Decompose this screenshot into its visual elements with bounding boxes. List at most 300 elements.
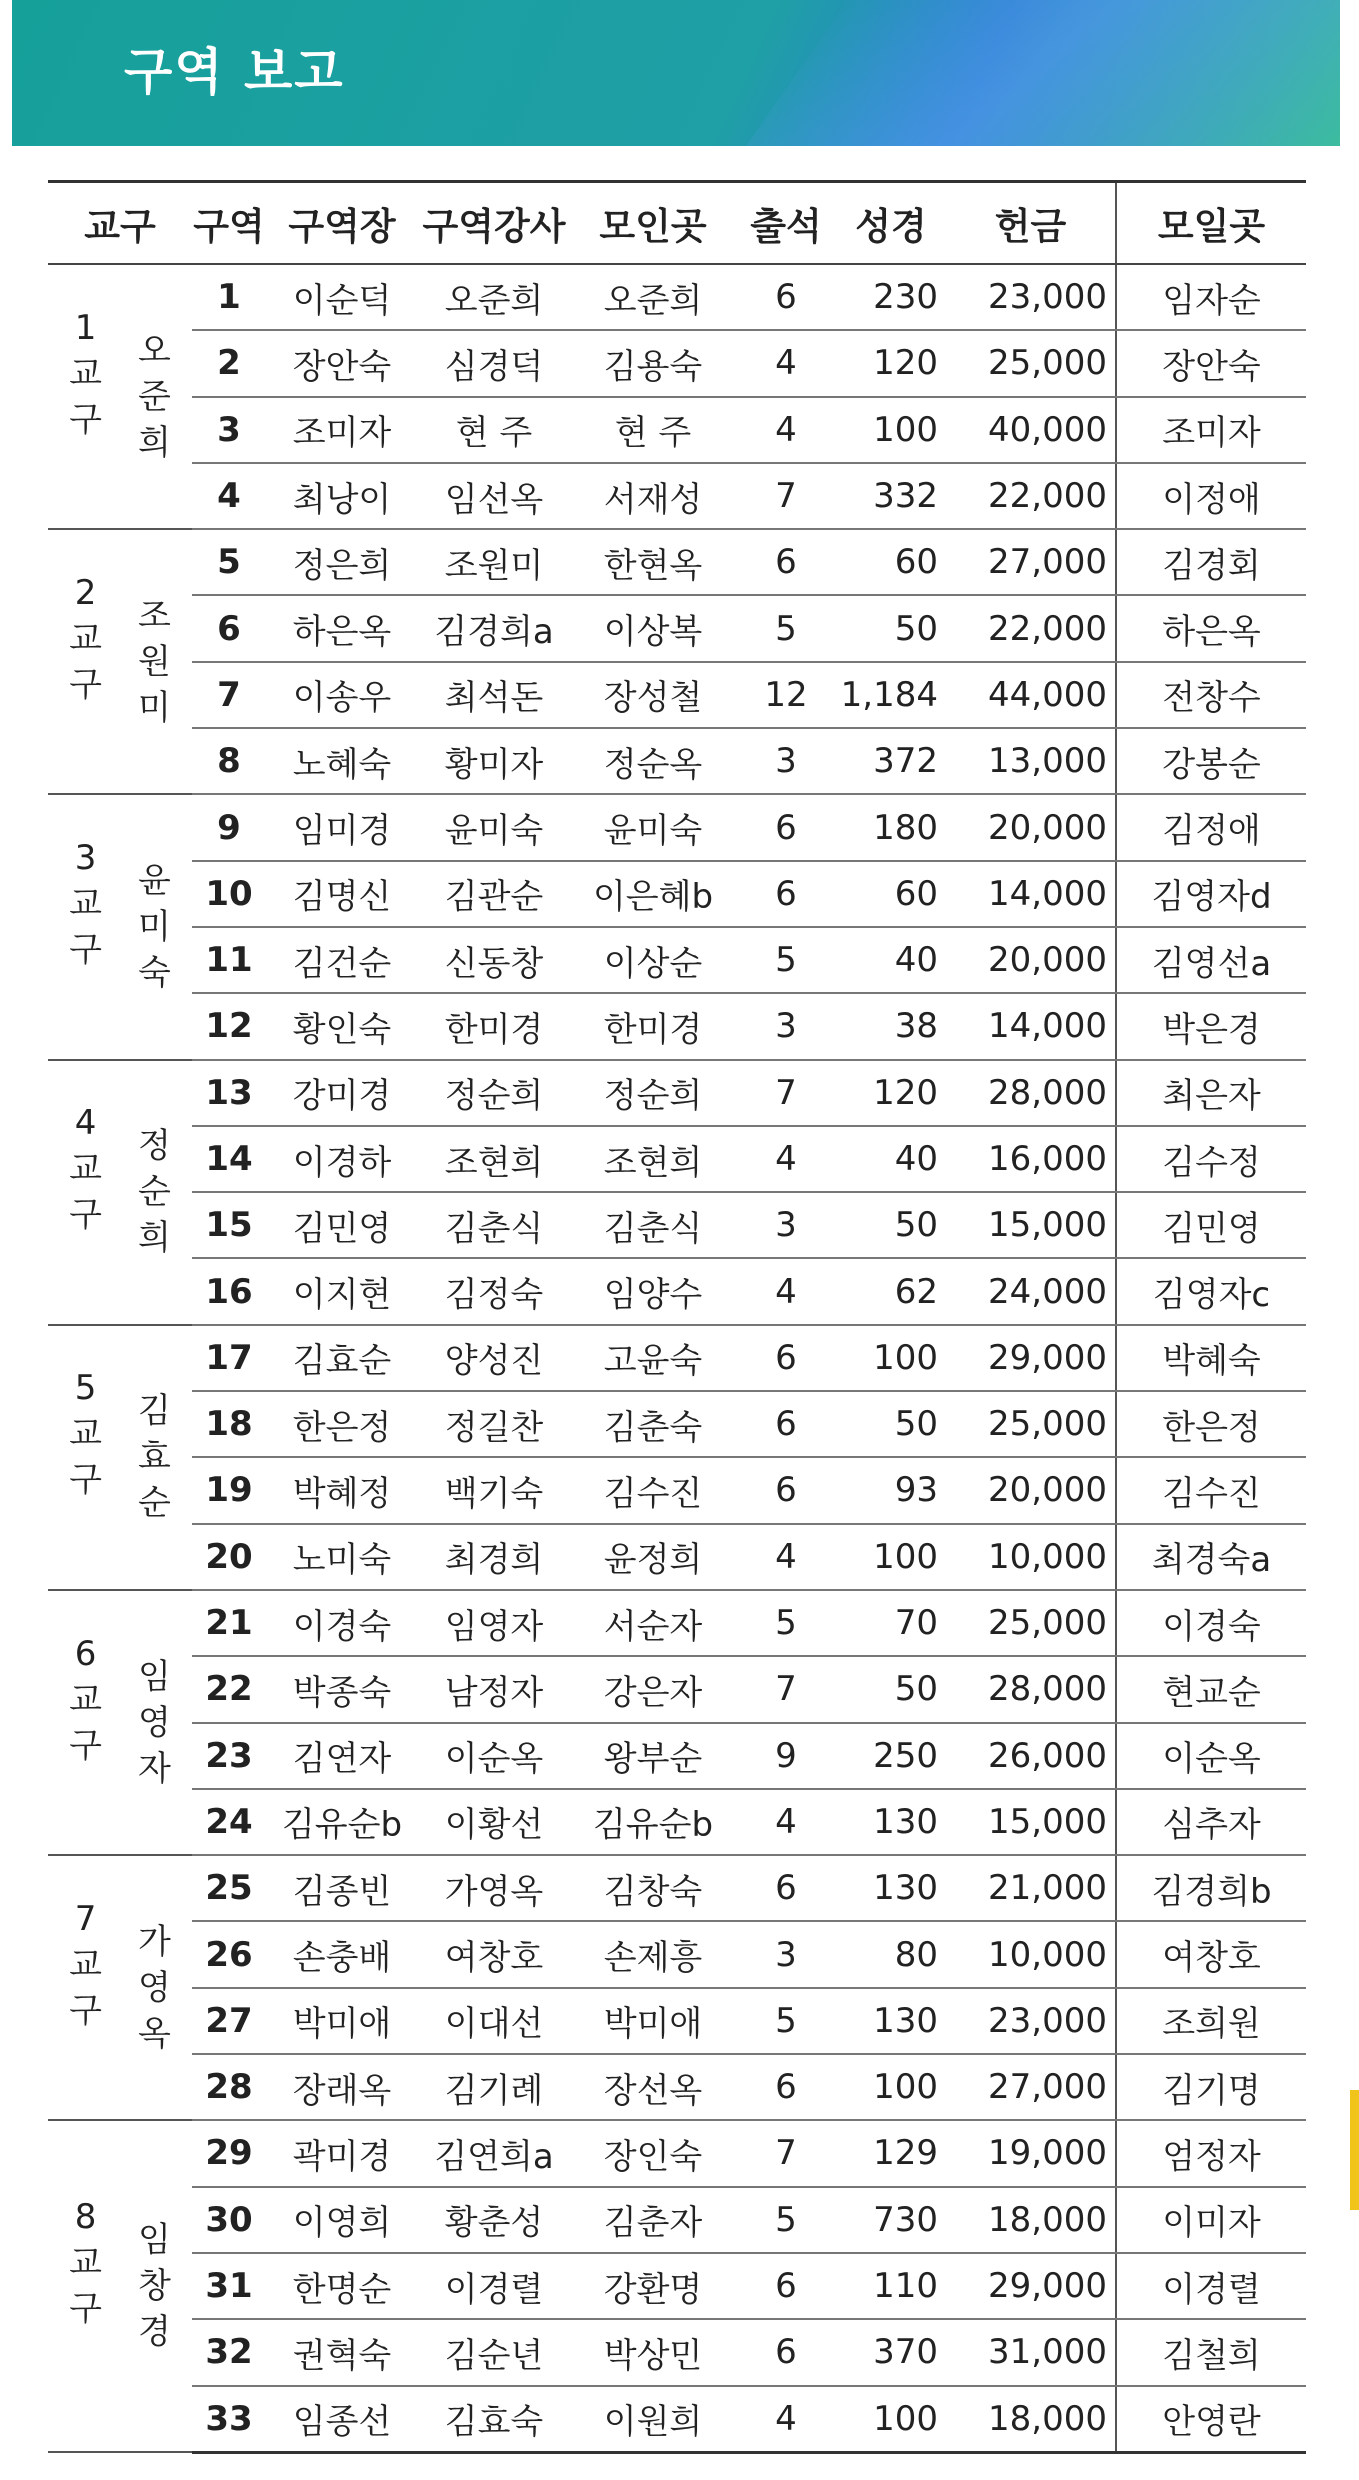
- table-row: [48, 529, 1306, 595]
- parish-suffix-char: 교: [69, 1149, 102, 1190]
- header-parish: 교구: [48, 182, 192, 265]
- table-row: [48, 1060, 1306, 1126]
- parish-leader-char: 자: [138, 1748, 171, 1789]
- parish-cell: [48, 264, 192, 529]
- parish-suffix-char: 구: [69, 1460, 102, 1501]
- attendance: 6: [736, 2319, 836, 2385]
- parish-suffix-char: 구: [69, 1725, 102, 1766]
- table-row: [48, 1126, 1306, 1192]
- district-leader: 임종선: [266, 2386, 418, 2453]
- offering: 24,000: [946, 1258, 1116, 1324]
- next-place: 김정애: [1116, 794, 1306, 860]
- attendance: 3: [736, 728, 836, 794]
- meeting-place: 정순옥: [570, 728, 736, 794]
- report-table: [48, 180, 1306, 2454]
- district-number: 25: [192, 1855, 266, 1921]
- table-row: [48, 1258, 1306, 1324]
- offering: 19,000: [946, 2120, 1116, 2186]
- next-place: 김철희: [1116, 2319, 1306, 2385]
- bible-count: 100: [836, 2054, 946, 2120]
- bible-count: 372: [836, 728, 946, 794]
- meeting-place: 손제흥: [570, 1921, 736, 1987]
- bible-count: 120: [836, 1060, 946, 1126]
- district-leader: 곽미경: [266, 2120, 418, 2186]
- district-leader: 노혜숙: [266, 728, 418, 794]
- meeting-place: 박상민: [570, 2319, 736, 2385]
- district-leader: 한은정: [266, 1391, 418, 1457]
- bible-count: 62: [836, 1258, 946, 1324]
- table-row: [48, 1921, 1306, 1987]
- attendance: 5: [736, 927, 836, 993]
- district-leader: 김건순: [266, 927, 418, 993]
- bible-count: 38: [836, 993, 946, 1059]
- bible-count: 120: [836, 330, 946, 396]
- parish-leader-char: 경: [138, 2312, 171, 2353]
- next-place: 박혜숙: [1116, 1325, 1306, 1391]
- meeting-place: 이상복: [570, 595, 736, 661]
- district-number: 17: [192, 1325, 266, 1391]
- table-row: [48, 2319, 1306, 2385]
- bible-count: 60: [836, 529, 946, 595]
- offering: 14,000: [946, 993, 1116, 1059]
- offering: 40,000: [946, 397, 1116, 463]
- meeting-place: 이은혜b: [570, 861, 736, 927]
- parish-suffix-char: 구: [69, 664, 102, 705]
- parish-leader-char: 임: [138, 2220, 171, 2261]
- next-place: 김영자d: [1116, 861, 1306, 927]
- next-place: 김영자c: [1116, 1258, 1306, 1324]
- parish-number: 2: [74, 572, 97, 613]
- bible-count: 100: [836, 397, 946, 463]
- attendance: 6: [736, 861, 836, 927]
- bible-count: 50: [836, 1192, 946, 1258]
- parish-leader-char: 옥: [138, 2013, 171, 2054]
- district-teacher: 가영옥: [418, 1855, 570, 1921]
- district-teacher: 신동창: [418, 927, 570, 993]
- district-teacher: 임선옥: [418, 463, 570, 529]
- parish-suffix-char: 교: [69, 353, 102, 394]
- next-place: 김경희b: [1116, 1855, 1306, 1921]
- district-number: 26: [192, 1921, 266, 1987]
- table-body: [48, 264, 1306, 2452]
- table-row: [48, 1192, 1306, 1258]
- parish-leader-char: 영: [138, 1967, 171, 2008]
- meeting-place: 이상순: [570, 927, 736, 993]
- parish-number: 6: [74, 1633, 97, 1674]
- header-district-teacher: 구역강사: [418, 182, 570, 265]
- table-row: [48, 728, 1306, 794]
- parish-suffix-char: 구: [69, 929, 102, 970]
- parish-leader-char: 준: [138, 376, 171, 417]
- attendance: 5: [736, 1988, 836, 2054]
- bible-count: 100: [836, 1325, 946, 1391]
- table-row: [48, 463, 1306, 529]
- parish-leader-char: 효: [138, 1437, 171, 1478]
- bible-count: 40: [836, 1126, 946, 1192]
- parish-leader-char: 순: [138, 1172, 171, 1213]
- district-teacher: 심경덕: [418, 330, 570, 396]
- district-leader: 이송우: [266, 662, 418, 728]
- next-place: 김기명: [1116, 2054, 1306, 2120]
- offering: 29,000: [946, 2253, 1116, 2319]
- bible-count: 70: [836, 1590, 946, 1656]
- attendance: 6: [736, 1391, 836, 1457]
- offering: 25,000: [946, 1590, 1116, 1656]
- parish-label: [69, 570, 102, 708]
- district-leader: 조미자: [266, 397, 418, 463]
- parish-leader-char: 김: [138, 1391, 171, 1432]
- district-number: 32: [192, 2319, 266, 2385]
- attendance: 4: [736, 1126, 836, 1192]
- next-place: 임자순: [1116, 264, 1306, 330]
- attendance: 4: [736, 397, 836, 463]
- meeting-place: 김춘식: [570, 1192, 736, 1258]
- meeting-place: 장선옥: [570, 2054, 736, 2120]
- offering: 29,000: [946, 1325, 1116, 1391]
- district-teacher: 이황선: [418, 1789, 570, 1855]
- district-leader: 김민영: [266, 1192, 418, 1258]
- table-row: [48, 1524, 1306, 1590]
- district-teacher: 정순희: [418, 1060, 570, 1126]
- district-number: 4: [192, 463, 266, 529]
- district-teacher: 김연희a: [418, 2120, 570, 2186]
- district-number: 16: [192, 1258, 266, 1324]
- next-place: 한은정: [1116, 1391, 1306, 1457]
- district-teacher: 김순년: [418, 2319, 570, 2385]
- district-leader: 최낭이: [266, 463, 418, 529]
- meeting-place: 한현옥: [570, 529, 736, 595]
- meeting-place: 김용숙: [570, 330, 736, 396]
- parish-leader-char: 오: [138, 330, 171, 371]
- district-leader: 이경하: [266, 1126, 418, 1192]
- district-leader: 손충배: [266, 1921, 418, 1987]
- table-row: [48, 861, 1306, 927]
- meeting-place: 김수진: [570, 1457, 736, 1523]
- header-attendance: 출석: [736, 182, 836, 265]
- district-teacher: 윤미숙: [418, 794, 570, 860]
- offering: 20,000: [946, 1457, 1116, 1523]
- parish-suffix-char: 구: [69, 1195, 102, 1236]
- meeting-place: 이원희: [570, 2386, 736, 2453]
- district-teacher: 임영자: [418, 1590, 570, 1656]
- parish-label: [69, 1631, 102, 1769]
- attendance: 3: [736, 1192, 836, 1258]
- district-teacher: 김춘식: [418, 1192, 570, 1258]
- district-teacher: 조원미: [418, 529, 570, 595]
- district-teacher: 김정숙: [418, 1258, 570, 1324]
- district-leader: 하은옥: [266, 595, 418, 661]
- next-place: 이경숙: [1116, 1590, 1306, 1656]
- district-teacher: 양성진: [418, 1325, 570, 1391]
- parish-label: [69, 835, 102, 973]
- bible-count: 50: [836, 1391, 946, 1457]
- parish-leader: [138, 328, 171, 466]
- parish-number: 8: [74, 2197, 97, 2238]
- parish-leader-char: 미: [138, 906, 171, 947]
- district-leader: 이순덕: [266, 264, 418, 330]
- parish-leader: [138, 1654, 171, 1792]
- parish-number: 4: [74, 1103, 97, 1144]
- district-leader: 황인숙: [266, 993, 418, 1059]
- table-row: [48, 662, 1306, 728]
- district-number: 20: [192, 1524, 266, 1590]
- district-teacher: 이순옥: [418, 1723, 570, 1789]
- district-teacher: 조현희: [418, 1126, 570, 1192]
- meeting-place: 김창숙: [570, 1855, 736, 1921]
- next-place: 김영선a: [1116, 927, 1306, 993]
- parish-suffix-char: 교: [69, 618, 102, 659]
- parish-suffix-char: 교: [69, 2243, 102, 2284]
- district-teacher: 최석돈: [418, 662, 570, 728]
- bible-count: 180: [836, 794, 946, 860]
- offering: 28,000: [946, 1656, 1116, 1722]
- next-place: 조미자: [1116, 397, 1306, 463]
- attendance: 7: [736, 1060, 836, 1126]
- district-leader: 김명신: [266, 861, 418, 927]
- next-place: 이미자: [1116, 2187, 1306, 2253]
- next-place: 박은경: [1116, 993, 1306, 1059]
- table-row: [48, 595, 1306, 661]
- district-number: 6: [192, 595, 266, 661]
- next-place: 이정애: [1116, 463, 1306, 529]
- offering: 44,000: [946, 662, 1116, 728]
- meeting-place: 왕부순: [570, 1723, 736, 1789]
- district-number: 11: [192, 927, 266, 993]
- district-number: 1: [192, 264, 266, 330]
- attendance: 6: [736, 1457, 836, 1523]
- banner-decoration: [722, 0, 1340, 146]
- parish-suffix-char: 교: [69, 1414, 102, 1455]
- bible-count: 100: [836, 2386, 946, 2453]
- district-teacher: 황미자: [418, 728, 570, 794]
- meeting-place: 한미경: [570, 993, 736, 1059]
- offering: 10,000: [946, 1524, 1116, 1590]
- table-row: [48, 264, 1306, 330]
- table-row: [48, 794, 1306, 860]
- meeting-place: 강은자: [570, 1656, 736, 1722]
- parish-leader: [138, 2217, 171, 2355]
- district-leader: 정은희: [266, 529, 418, 595]
- parish-cell: [48, 794, 192, 1059]
- parish-label: [69, 305, 102, 443]
- table-row: [48, 397, 1306, 463]
- next-place: 김수진: [1116, 1457, 1306, 1523]
- report-table-container: [48, 180, 1306, 2454]
- offering: 25,000: [946, 1391, 1116, 1457]
- attendance: 6: [736, 1855, 836, 1921]
- parish-leader-char: 순: [138, 1483, 171, 1524]
- district-number: 5: [192, 529, 266, 595]
- header-offering: 헌금: [946, 182, 1116, 265]
- parish-suffix-char: 구: [69, 399, 102, 440]
- offering: 25,000: [946, 330, 1116, 396]
- district-leader: 김효순: [266, 1325, 418, 1391]
- parish-leader-char: 윤: [138, 860, 171, 901]
- table-row: [48, 1457, 1306, 1523]
- attendance: 5: [736, 2187, 836, 2253]
- district-teacher: 한미경: [418, 993, 570, 1059]
- meeting-place: 윤미숙: [570, 794, 736, 860]
- district-leader: 이지현: [266, 1258, 418, 1324]
- bible-count: 130: [836, 1988, 946, 2054]
- district-number: 21: [192, 1590, 266, 1656]
- offering: 28,000: [946, 1060, 1116, 1126]
- parish-leader-char: 임: [138, 1656, 171, 1697]
- district-number: 10: [192, 861, 266, 927]
- district-teacher: 김기례: [418, 2054, 570, 2120]
- district-teacher: 백기숙: [418, 1457, 570, 1523]
- parish-label: [69, 1100, 102, 1238]
- attendance: 4: [736, 2386, 836, 2453]
- parish-leader-char: 영: [138, 1702, 171, 1743]
- header-next-place: 모일곳: [1116, 182, 1306, 265]
- district-leader: 노미숙: [266, 1524, 418, 1590]
- district-number: 27: [192, 1988, 266, 2054]
- offering: 14,000: [946, 861, 1116, 927]
- offering: 13,000: [946, 728, 1116, 794]
- bible-count: 110: [836, 2253, 946, 2319]
- parish-label: [69, 1896, 102, 2034]
- meeting-place: 오준희: [570, 264, 736, 330]
- offering: 15,000: [946, 1789, 1116, 1855]
- parish-leader: [138, 1388, 171, 1526]
- header-district: 구역: [192, 182, 266, 265]
- offering: 20,000: [946, 794, 1116, 860]
- offering: 22,000: [946, 595, 1116, 661]
- parish-label: [69, 1365, 102, 1503]
- meeting-place: 현 주: [570, 397, 736, 463]
- bible-count: 100: [836, 1524, 946, 1590]
- district-leader: 김유순b: [266, 1789, 418, 1855]
- table-row: [48, 2253, 1306, 2319]
- meeting-place: 장성철: [570, 662, 736, 728]
- parish-suffix-char: 교: [69, 883, 102, 924]
- district-number: 19: [192, 1457, 266, 1523]
- attendance: 7: [736, 1656, 836, 1722]
- next-place: 김수정: [1116, 1126, 1306, 1192]
- district-number: 30: [192, 2187, 266, 2253]
- table-row: [48, 1391, 1306, 1457]
- table-row: [48, 1656, 1306, 1722]
- parish-leader-char: 정: [138, 1126, 171, 1167]
- district-number: 9: [192, 794, 266, 860]
- district-leader: 권혁숙: [266, 2319, 418, 2385]
- next-place: 엄정자: [1116, 2120, 1306, 2186]
- header-meeting-place: 모인곳: [570, 182, 736, 265]
- district-number: 8: [192, 728, 266, 794]
- next-place: 최은자: [1116, 1060, 1306, 1126]
- district-leader: 강미경: [266, 1060, 418, 1126]
- header-banner: [12, 0, 1340, 146]
- bible-count: 730: [836, 2187, 946, 2253]
- district-teacher: 황춘성: [418, 2187, 570, 2253]
- bible-count: 230: [836, 264, 946, 330]
- offering: 18,000: [946, 2187, 1116, 2253]
- meeting-place: 서순자: [570, 1590, 736, 1656]
- attendance: 3: [736, 1921, 836, 1987]
- table-row: [48, 2386, 1306, 2453]
- table-row: [48, 2054, 1306, 2120]
- parish-cell: [48, 1325, 192, 1590]
- attendance: 6: [736, 529, 836, 595]
- district-leader: 박미애: [266, 1988, 418, 2054]
- meeting-place: 강환명: [570, 2253, 736, 2319]
- parish-cell: [48, 1060, 192, 1325]
- offering: 27,000: [946, 2054, 1116, 2120]
- parish-leader-char: 원: [138, 641, 171, 682]
- district-number: 14: [192, 1126, 266, 1192]
- bible-count: 40: [836, 927, 946, 993]
- table-row: [48, 1723, 1306, 1789]
- district-leader: 한명순: [266, 2253, 418, 2319]
- district-teacher: 남정자: [418, 1656, 570, 1722]
- district-number: 22: [192, 1656, 266, 1722]
- parish-leader-char: 조: [138, 595, 171, 636]
- bible-count: 50: [836, 1656, 946, 1722]
- next-place: 심추자: [1116, 1789, 1306, 1855]
- parish-leader-char: 창: [138, 2266, 171, 2307]
- bible-count: 332: [836, 463, 946, 529]
- table-row: [48, 927, 1306, 993]
- offering: 15,000: [946, 1192, 1116, 1258]
- offering: 27,000: [946, 529, 1116, 595]
- district-number: 18: [192, 1391, 266, 1457]
- bible-count: 129: [836, 2120, 946, 2186]
- offering: 26,000: [946, 1723, 1116, 1789]
- bible-count: 50: [836, 595, 946, 661]
- parish-number: 7: [74, 1898, 97, 1939]
- attendance: 6: [736, 794, 836, 860]
- attendance: 9: [736, 1723, 836, 1789]
- district-number: 7: [192, 662, 266, 728]
- parish-leader-char: 미: [138, 687, 171, 728]
- meeting-place: 김유순b: [570, 1789, 736, 1855]
- parish-leader: [138, 1123, 171, 1261]
- offering: 16,000: [946, 1126, 1116, 1192]
- district-leader: 박종숙: [266, 1656, 418, 1722]
- table-row: [48, 2120, 1306, 2186]
- district-teacher: 이대선: [418, 1988, 570, 2054]
- parish-number: 1: [74, 307, 97, 348]
- offering: 21,000: [946, 1855, 1116, 1921]
- offering: 23,000: [946, 264, 1116, 330]
- next-place: 강봉순: [1116, 728, 1306, 794]
- parish-suffix-char: 구: [69, 1990, 102, 2031]
- next-place: 현교순: [1116, 1656, 1306, 1722]
- parish-label: [69, 2194, 102, 2332]
- district-number: 24: [192, 1789, 266, 1855]
- parish-leader-char: 가: [138, 1921, 171, 1962]
- next-place: 전창수: [1116, 662, 1306, 728]
- parish-suffix-char: 교: [69, 1944, 102, 1985]
- district-teacher: 오준희: [418, 264, 570, 330]
- bible-count: 370: [836, 2319, 946, 2385]
- next-place: 하은옥: [1116, 595, 1306, 661]
- parish-number: 5: [74, 1368, 97, 1409]
- parish-leader-char: 숙: [138, 952, 171, 993]
- parish-leader: [138, 593, 171, 731]
- parish-suffix-char: 교: [69, 1679, 102, 1720]
- district-leader: 임미경: [266, 794, 418, 860]
- attendance: 4: [736, 1524, 836, 1590]
- parish-cell: [48, 2120, 192, 2452]
- offering: 18,000: [946, 2386, 1116, 2453]
- meeting-place: 김춘숙: [570, 1391, 736, 1457]
- attendance: 5: [736, 595, 836, 661]
- district-leader: 김종빈: [266, 1855, 418, 1921]
- district-teacher: 김경희a: [418, 595, 570, 661]
- offering: 23,000: [946, 1988, 1116, 2054]
